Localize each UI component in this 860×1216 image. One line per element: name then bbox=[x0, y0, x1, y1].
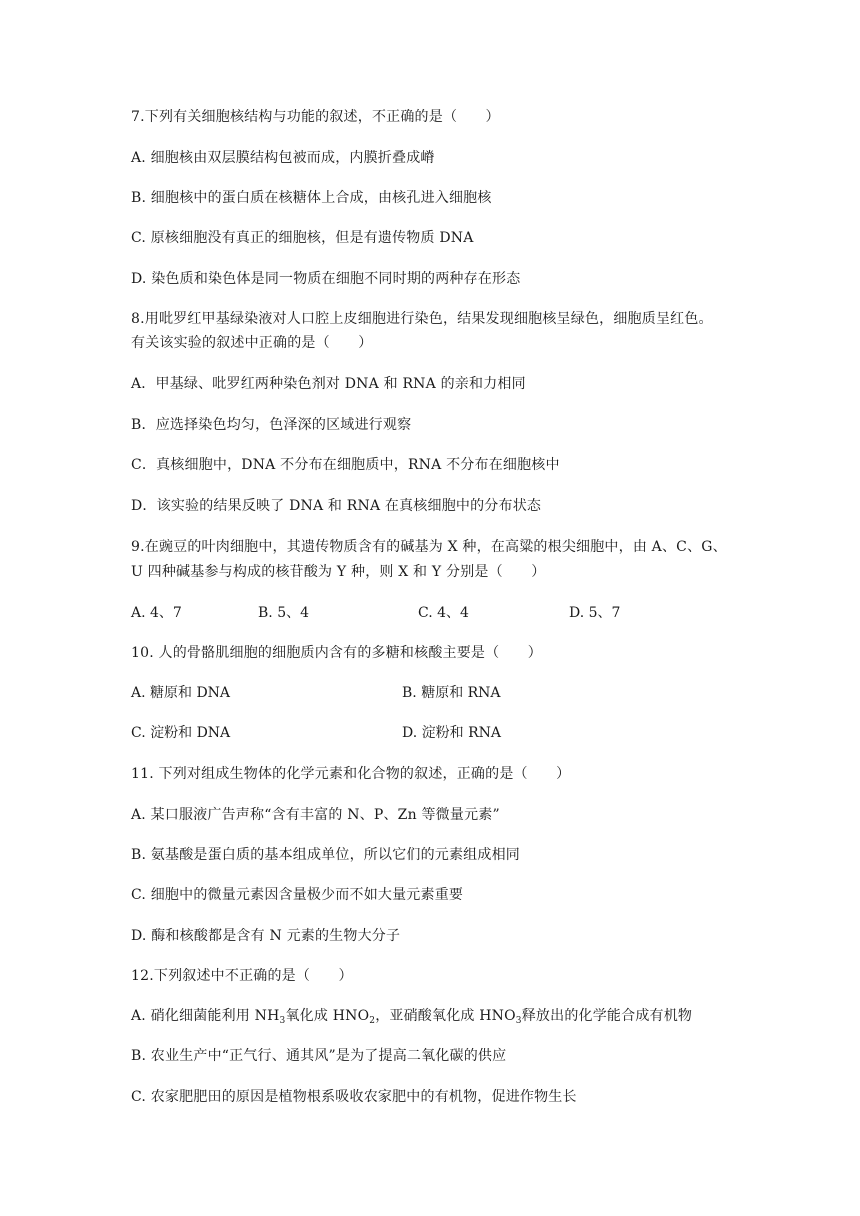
q9-stem-line2: U 四种碱基参与构成的核苷酸为 Y 种，则 X 和 Y 分别是（ ） bbox=[131, 564, 546, 580]
q7-option-c: C. 原核细胞没有真正的细胞核，但是有遗传物质 DNA bbox=[131, 230, 474, 246]
q12-a-text-3: ，亚硝酸氧化成 HNO bbox=[375, 1008, 516, 1024]
q10-stem: 10. 人的骨骼肌细胞的细胞质内含有的多糖和核酸主要是（ ） bbox=[131, 645, 542, 661]
q7-option-d: D. 染色质和染色体是同一物质在细胞不同时期的两种存在形态 bbox=[131, 271, 521, 287]
q11-stem: 11. 下列对组成生物体的化学元素和化合物的叙述，正确的是（ ） bbox=[131, 766, 571, 782]
q11-option-a: A. 某口服液广告声称“含有丰富的 N、P、Zn 等微量元素” bbox=[131, 807, 500, 823]
q12-option-a bbox=[131, 1006, 790, 1026]
q8-option-a: A．甲基绿、吡罗红两种染色剂对 DNA 和 RNA 的亲和力相同 bbox=[131, 376, 526, 392]
q10-option-d: D. 淀粉和 RNA bbox=[402, 725, 501, 741]
q12-a-text-2: 氧化成 HNO bbox=[285, 1008, 370, 1024]
q12-option-b: B. 农业生产中“正气行、通其风”是为了提高二氧化碳的供应 bbox=[131, 1048, 507, 1064]
q9-option-b: B. 5、4 bbox=[258, 605, 310, 621]
q9-stem-line1: 9.在豌豆的叶肉细胞中，其遗传物质含有的碱基为 X 种，在高粱的根尖细胞中，由 A、C、G、 bbox=[131, 539, 727, 555]
q7-option-a: A. 细胞核由双层膜结构包被而成，内膜折叠成嵴 bbox=[131, 150, 435, 166]
q11-option-d: D. 酶和核酸都是含有 N 元素的生物大分子 bbox=[131, 928, 401, 944]
q8-option-b: B．应选择染色均匀，色泽深的区域进行观察 bbox=[131, 417, 412, 433]
q10-option-c: C. 淀粉和 DNA bbox=[131, 725, 231, 741]
q12-a-text-1: A. 硝化细菌能利用 NH bbox=[131, 1008, 280, 1024]
q7-stem: 7.下列有关细胞核结构与功能的叙述，不正确的是（ ） bbox=[131, 109, 500, 125]
q12-a-sub-1: 3 bbox=[279, 1016, 286, 1026]
q12-a-sub-3: 3 bbox=[515, 1016, 522, 1026]
q7-option-b: B. 细胞核中的蛋白质在核糖体上合成，由核孔进入细胞核 bbox=[131, 190, 492, 206]
q12-a-sub-2: 2 bbox=[369, 1016, 376, 1026]
q8-stem-line2: 有关该实验的叙述中正确的是（ ） bbox=[131, 335, 373, 351]
q10-option-a: A. 糖原和 DNA bbox=[131, 685, 231, 701]
q12-option-c: C. 农家肥肥田的原因是植物根系吸收农家肥中的有机物，促进作物生长 bbox=[131, 1089, 577, 1105]
q8-stem-line1: 8.用吡罗红甲基绿染液对人口腔上皮细胞进行染色，结果发现细胞核呈绿色，细胞质呈红色。 bbox=[131, 311, 713, 327]
q12-a-text-4: 释放出的化学能合成有机物 bbox=[521, 1008, 693, 1024]
q8-option-c: C．真核细胞中，DNA 不分布在细胞质中，RNA 不分布在细胞核中 bbox=[131, 457, 560, 473]
q9-option-d: D. 5、7 bbox=[569, 605, 621, 621]
q11-option-b: B. 氨基酸是蛋白质的基本组成单位，所以它们的元素组成相同 bbox=[131, 847, 520, 863]
q9-option-a: A. 4、7 bbox=[131, 605, 182, 621]
q9-option-c: C. 4、4 bbox=[418, 605, 469, 621]
q12-stem: 12.下列叙述中不正确的是（ ） bbox=[131, 968, 353, 984]
q8-option-d: D．该实验的结果反映了 DNA 和 RNA 在真核细胞中的分布状态 bbox=[131, 498, 542, 514]
q10-option-b: B. 糖原和 RNA bbox=[402, 685, 501, 701]
q11-option-c: C. 细胞中的微量元素因含量极少而不如大量元素重要 bbox=[131, 887, 464, 903]
